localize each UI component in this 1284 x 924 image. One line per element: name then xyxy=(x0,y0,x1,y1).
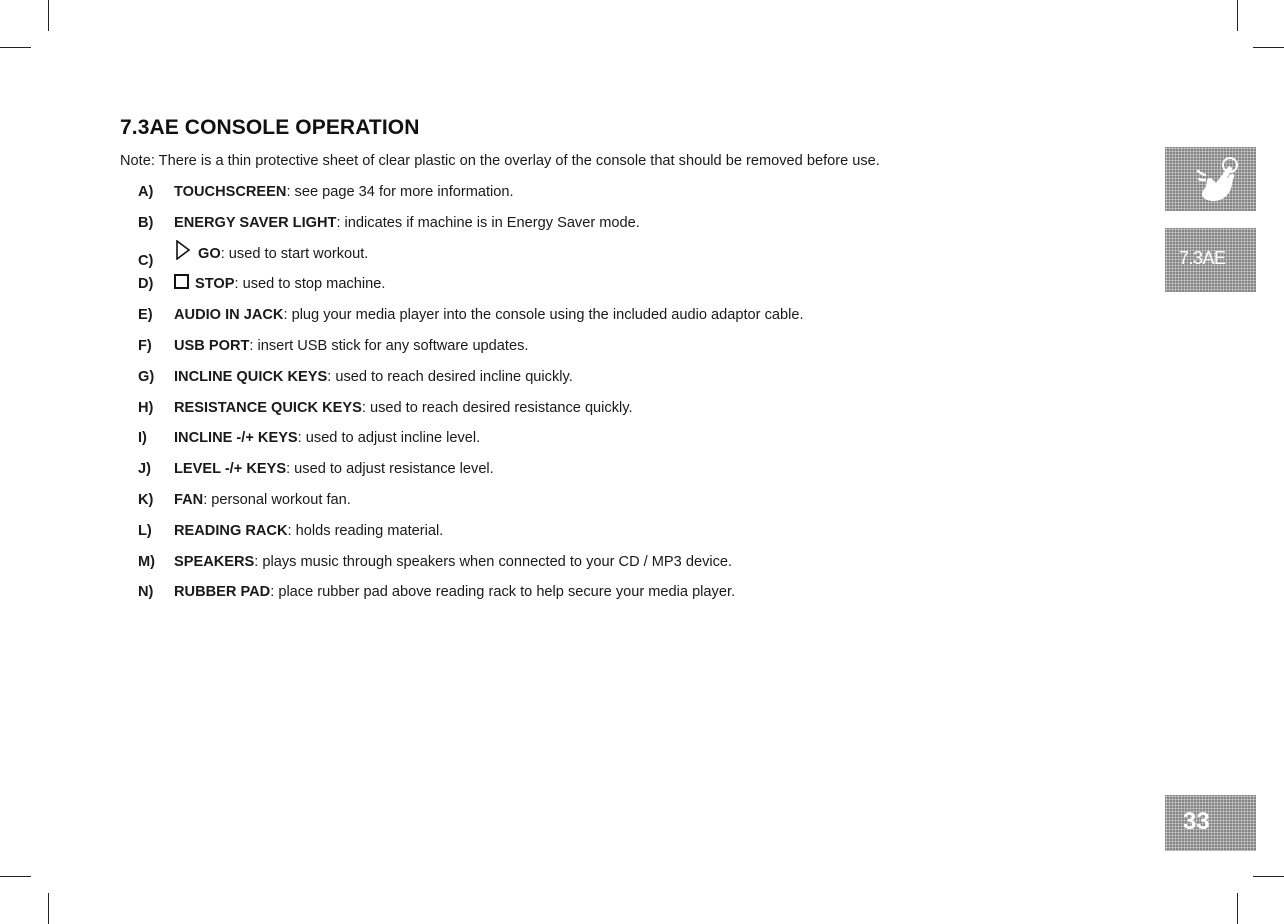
item-description: : see page 34 for more information. xyxy=(286,184,514,200)
crop-mark xyxy=(0,47,31,48)
item-description: : plays music through speakers when connected to your CD / MP3 device. xyxy=(254,553,733,570)
section-tab-label: 7.3AE xyxy=(1179,248,1226,268)
item-term: STOP xyxy=(195,276,235,293)
item-letter: I) xyxy=(138,430,147,447)
item-description: : used to adjust resistance level. xyxy=(286,461,494,478)
item-term: READING RACK xyxy=(174,522,288,539)
item-term: TOUCHSCREEN xyxy=(174,184,287,200)
item-letter: F) xyxy=(138,337,152,354)
item-letter: E) xyxy=(138,307,153,324)
item-letter: H) xyxy=(138,399,154,416)
item-term: INCLINE QUICK KEYS xyxy=(174,368,328,385)
item-letter: M) xyxy=(138,553,156,570)
item-description: : used to reach desired resistance quickly. xyxy=(361,399,633,416)
item-description: : insert USB stick for any software updates. xyxy=(249,337,529,354)
item-term: GO xyxy=(198,245,221,262)
crop-mark xyxy=(1237,0,1238,31)
item-term: RESISTANCE QUICK KEYS xyxy=(174,399,362,416)
item-description: : indicates if machine is in Energy Saver mode. xyxy=(336,214,640,231)
crop-mark xyxy=(0,876,31,877)
item-letter: G) xyxy=(138,368,155,385)
item-letter: N) xyxy=(138,584,154,601)
item-term: USB PORT xyxy=(174,337,250,354)
item-term: LEVEL -/+ KEYS xyxy=(174,461,287,478)
item-term: FAN xyxy=(174,491,204,508)
item-description: : place rubber pad above reading rack to help secure your media player. xyxy=(270,584,736,601)
item-letter: K) xyxy=(138,491,154,508)
item-description: : used to adjust incline level. xyxy=(297,430,481,447)
item-term: INCLINE -/+ KEYS xyxy=(174,430,298,447)
item-letter: A) xyxy=(138,184,154,200)
item-letter: L) xyxy=(138,522,152,539)
item-description: : personal workout fan. xyxy=(203,491,351,508)
touchscreen-tab xyxy=(1165,147,1256,211)
item-description: : used to stop machine. xyxy=(234,276,386,293)
item-term: ENERGY SAVER LIGHT xyxy=(174,214,337,231)
crop-mark xyxy=(48,0,49,31)
item-description: : holds reading material. xyxy=(287,522,444,539)
protective-sheet-note: Note: There is a thin protective sheet of clear plastic on the overlay of the console that should be removed before use. xyxy=(120,153,880,169)
crop-mark xyxy=(1237,893,1238,924)
item-letter: B) xyxy=(138,214,154,231)
stop-icon xyxy=(174,274,189,289)
crop-mark xyxy=(1253,47,1284,48)
section-title: 7.3AE CONSOLE OPERATION xyxy=(120,116,420,139)
item-description: : used to start workout. xyxy=(220,245,369,262)
item-letter: C) xyxy=(138,252,154,269)
item-term: SPEAKERS xyxy=(174,553,255,570)
play-icon xyxy=(174,240,192,260)
item-term: RUBBER PAD xyxy=(174,584,271,601)
touch-hand-icon xyxy=(1192,153,1244,205)
section-tab xyxy=(1165,228,1256,292)
item-term: AUDIO IN JACK xyxy=(174,307,284,324)
page-number: 33 xyxy=(1183,808,1210,835)
item-letter: J) xyxy=(138,461,151,478)
page-number-tab xyxy=(1165,795,1256,851)
item-letter: D) xyxy=(138,276,154,293)
crop-mark xyxy=(48,893,49,924)
item-description: : plug your media player into the console using the included audio adaptor cable. xyxy=(283,307,804,324)
crop-mark xyxy=(1253,876,1284,877)
item-description: : used to reach desired incline quickly. xyxy=(327,368,573,385)
